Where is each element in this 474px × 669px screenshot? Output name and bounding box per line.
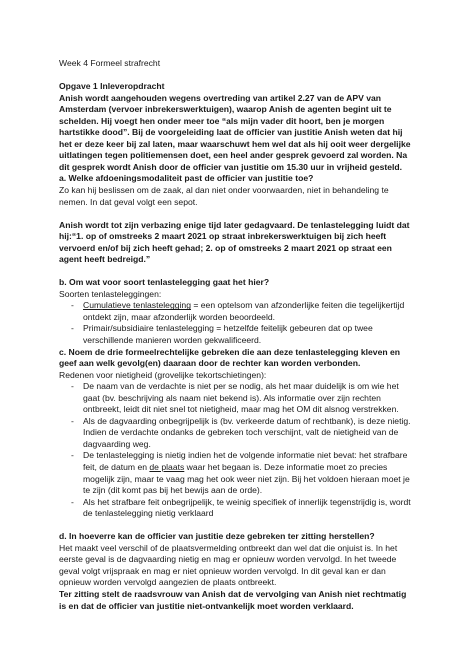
answer-a: Zo kan hij beslissen om de zaak, al dan niet onder voorwaarden, niet in behandeling te nemen. In dat geval volgt een sepot. bbox=[59, 184, 389, 207]
dash-bullet: - bbox=[71, 300, 74, 311]
document-title: Week 4 Formeel strafrecht bbox=[59, 58, 161, 68]
assignment-heading: Opgave 1 Inleveropdracht bbox=[59, 81, 165, 92]
underlined-term: Cumulatieve tenlastelegging bbox=[83, 300, 191, 311]
answer-b-intro: Soorten tenlasteleggingen: bbox=[59, 288, 162, 299]
question-c: c. Noem de drie formeelrechtelijke gebreken die aan deze tenlastelegging kleven en geef aan welk gevolg(en) daaraan door de rechter kan worden verbonden. bbox=[59, 346, 401, 369]
list-item: - Als de dagvaarding onbegrijpelijk is (bv. verkeerde datum of rechtbank), is deze nietig. Indien de verdachte ondanks de gebreken toch verschijnt, valt de nietigheid van de dagvaarding weg. bbox=[59, 416, 414, 451]
dash-bullet: - bbox=[71, 496, 74, 507]
case-intro: Anish wordt aangehouden wegens overtreding van artikel 2.27 van de APV van Amsterdam (vervoer inbrekerswerktuigen), waarop Anish de agenten begint uit te schelden. Hij voegt hen onder meer toe “als mijn vader dit hoort, ben je morgen hartstikke dood”. Bij de voorgeleiding laat de officier van justitie Anish weten dat hij het er deze keer bij zal laten, maar waarschuwt hem wel dat als hij ooit weer dergelijke uitlatingen tegen politiemensen doet, een heel ander gesprek gevoerd zal worden. Na dit gesprek wordt Anish door de officier van justitie om 15.30 uur in vrijheid gesteld. bbox=[59, 92, 411, 172]
dash-bullet: - bbox=[71, 323, 74, 334]
question-d: d. In hoeverre kan de officier van justitie deze gebreken ter zitting herstellen? bbox=[59, 531, 375, 542]
dash-bullet: - bbox=[71, 415, 74, 426]
list-item: - De tenlastelegging is nietig indien het de volgende informatie niet bevat: het strafbare feit, de datum en de plaats waar het begaan is. Deze informatie moet zo precies mogelijk zijn, maar te vaag mag het ook weer niet zijn. Bij het voldoen hieraan moet je te zijn (dit komt pas bij het bewijs aan de orde). bbox=[59, 450, 414, 496]
list-item: - De naam van de verdachte is niet per se nodig, als het maar duidelijk is om wie het gaat (bv. beschrijving als naam niet bekend is). Als informatie over zijn rechten ontbreekt, leidt dit niet snel tot nietigheid, maar mag het OM dit alsnog verstrekken. bbox=[59, 381, 414, 416]
dash-bullet: - bbox=[71, 450, 74, 461]
question-a: a. Welke afdoeningsmodaliteit past de officier van justitie toe? bbox=[59, 173, 314, 184]
list-item: - Cumulatieve tenlastelegging = een optelsom van afzonderlijke feiten die tegelijkertijd ontdekt zijn, maar afzonderlijk worden beoordeeld. bbox=[59, 300, 414, 323]
list-item: - Primair/subsidiaire tenlastelegging = hetzelfde feitelijk gebeuren dat op twee verschillende manieren worden gekwalificeerd. bbox=[59, 323, 414, 346]
list-item: - Als het strafbare feit onbegrijpelijk, te weinig specifiek of innerlijk tegenstrijdig is, wordt de tenlastelegging nietig verklaard bbox=[59, 497, 414, 520]
final-statement: Ter zitting stelt de raadsvrouw van Anish dat de vervolging van Anish niet rechtmatig is en dat de officier van justitie niet-ontvankelijk moet worden verklaard. bbox=[59, 588, 407, 611]
answer-d: Het maakt veel verschil of de plaatsvermelding ontbreekt dan wel dat die onjuist is. In het eerste geval is de dagvaarding nietig en mag er opnieuw worden vervolgd. In het tweede geval volgt vrijspraak en mag er niet opnieuw worden vervolgd. In dit geval kan er dan opnieuw worden vervolgd aangezien de plaats ontbreekt. bbox=[59, 542, 398, 588]
charge-paragraph: Anish wordt tot zijn verbazing enige tijd later gedagvaard. De tenlastelegging luidt dat hij:“1. op of omstreeks 2 maart 2021 op straat inbrekerswerktuigen bij zich heeft vervoerd en/of bij zich heeft gehad; 2. op of omstreeks 2 maart 2021 op straat een agent heeft bedreigd.” bbox=[59, 219, 410, 265]
underlined-term: de plaats bbox=[149, 462, 185, 472]
question-b: b. Om wat voor soort tenlastelegging gaat het hier? bbox=[59, 277, 270, 288]
dash-bullet: - bbox=[71, 381, 74, 392]
answer-c-intro: Redenen voor nietigheid (grovelijke tekortschietingen): bbox=[59, 369, 267, 380]
